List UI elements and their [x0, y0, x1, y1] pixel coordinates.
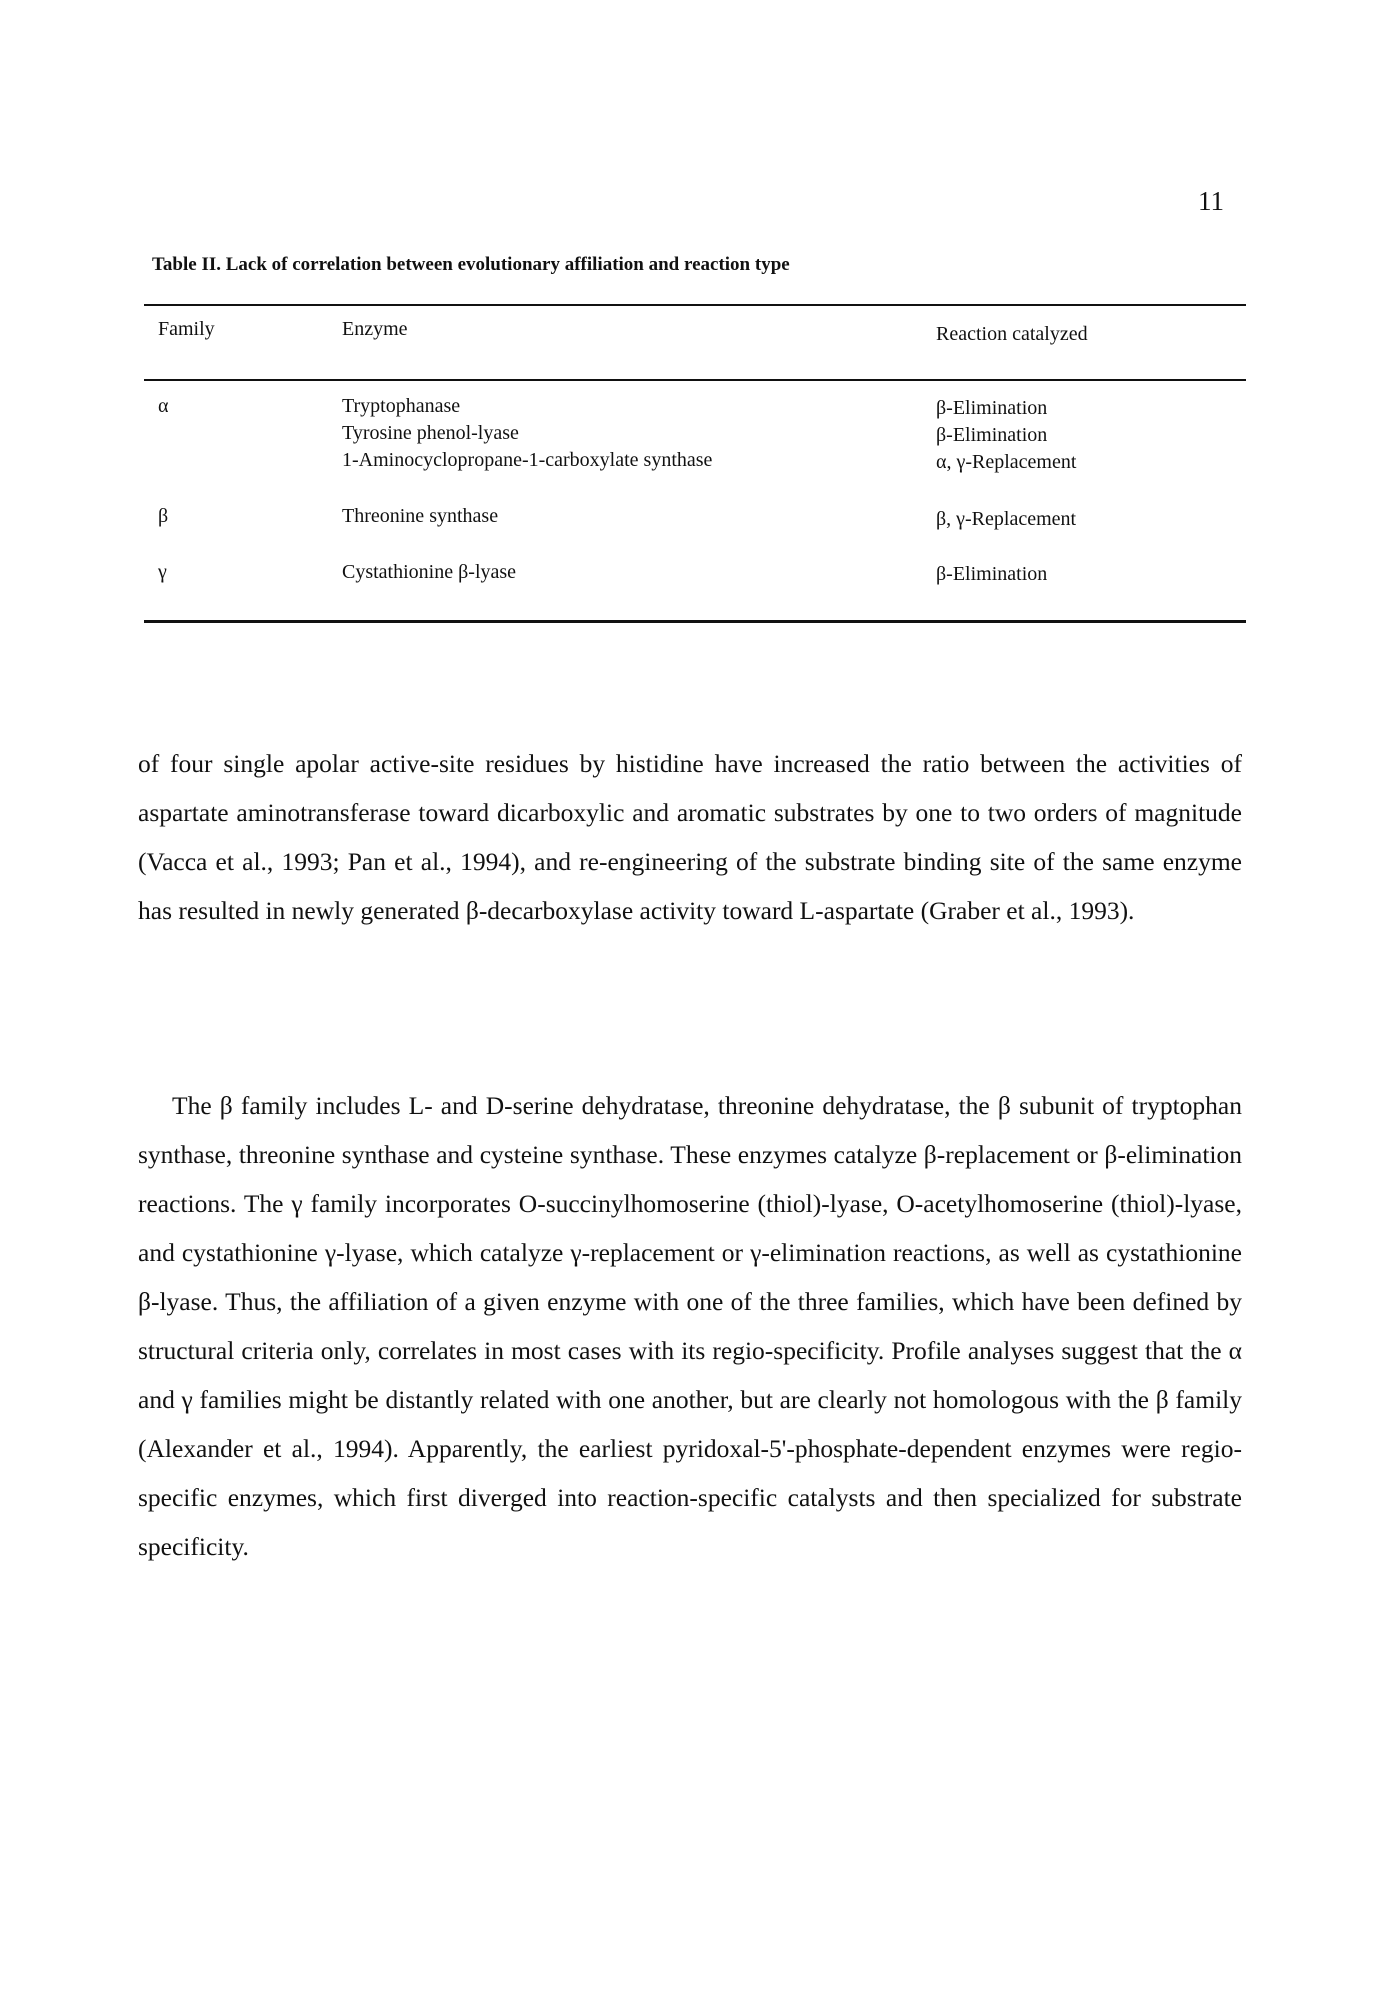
table-caption: Table II. Lack of correlation between evolutionary affiliation and reaction type	[152, 254, 790, 275]
family-label: γ	[158, 561, 167, 583]
table-mid-rule	[144, 379, 1246, 381]
header-reaction: Reaction catalyzed	[936, 323, 1088, 345]
family-label: β	[158, 505, 169, 527]
header-family: Family	[158, 318, 215, 340]
enzyme-cell: Threonine synthase	[342, 505, 499, 527]
reaction-cell: α, γ-Replacement	[936, 451, 1077, 473]
body-paragraph-2: The β family includes L- and D-serine dehydratase, threonine dehydratase, the β subunit of tryptophan synthase, threonine synthase and cysteine synthase. These enzymes catalyze β-replacement or β-elimination reactions. The γ family incorporates O-succinylhomoserine (thiol)-lyase, O-acetylhomoserine (thiol)-lyase, and cystathionine γ-lyase, which catalyze γ-replacement or γ-elimination reactions, as well as cystathionine β-lyase. Thus, the affiliation of a given enzyme with one of the three families, which have been defined by structural criteria only, correlates in most cases with its regio-specificity. Profile analyses suggest that the α and γ families might be distantly related with one another, but are clearly not homologous with the β family (Alexander et al., 1994). Apparently, the earliest pyridoxal-5'-phosphate-dependent enzymes were regio-specific enzymes, which first diverged into reaction-specific catalysts and then specialized for substrate specificity.	[138, 1091, 1242, 1561]
enzyme-cell: 1-Aminocyclopropane-1-carboxylate synthase	[342, 449, 713, 471]
enzyme-cell: Cystathionine β-lyase	[342, 561, 517, 583]
reaction-cell: β-Elimination	[936, 424, 1048, 446]
header-enzyme: Enzyme	[342, 318, 408, 340]
reaction-cell: β-Elimination	[936, 397, 1048, 419]
reaction-cell: β, γ-Replacement	[936, 508, 1077, 530]
page-number: 11	[1198, 186, 1224, 216]
family-label: α	[158, 395, 169, 417]
enzyme-cell: Tryptophanase	[342, 395, 461, 417]
body-paragraph-1: of four single apolar active-site residues by histidine have increased the ratio between the activities of aspartate aminotransferase toward dicarboxylic and aromatic substrates by one to two orders of magnitude (Vacca et al., 1993; Pan et al., 1994), and re-engineering of the substrate binding site of the same enzyme has resulted in newly generated β-decarboxylase activity toward L-aspartate (Graber et al., 1993).	[138, 749, 1242, 925]
table-top-rule	[144, 304, 1246, 306]
enzyme-cell: Tyrosine phenol-lyase	[342, 422, 519, 444]
reaction-cell: β-Elimination	[936, 563, 1048, 585]
table-bottom-rule	[144, 620, 1246, 623]
